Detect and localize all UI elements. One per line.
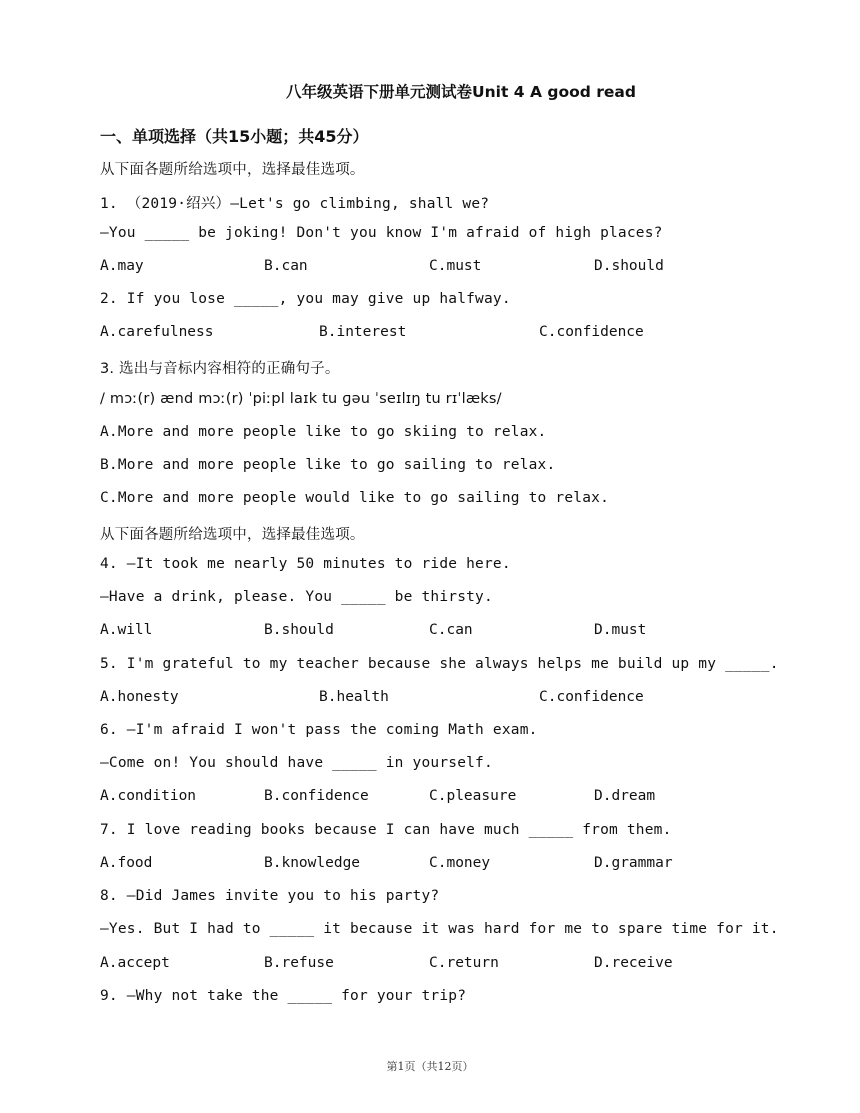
option-b: B.health (319, 689, 389, 705)
option-d: D.must (594, 622, 647, 638)
question-8-line2: —Yes. But I had to _____ it because it was hard for me to spare time for it. (100, 921, 779, 937)
option-b: B.interest (319, 324, 407, 340)
question-7-stem: 7. I love reading books because I can have much _____ from them. (100, 822, 672, 838)
option-c: C.money (429, 855, 491, 871)
question-3-stem: 3. 选出与音标内容相符的正确句子。 (100, 361, 340, 377)
question-2-stem: 2. If you lose _____, you may give up halfway. (100, 291, 511, 307)
option-c: C.confidence (539, 324, 644, 340)
option-d: D.receive (594, 955, 673, 971)
question-9-stem: 9. —Why not take the _____ for your trip? (100, 988, 467, 1004)
question-3-option-a: A.More and more people like to go skiing to relax. (100, 424, 547, 440)
section-heading: 一、单项选择（共15小题；共45分） (100, 127, 369, 146)
question-8-stem: 8. —Did James invite you to his party? (100, 888, 440, 904)
page-title: 八年级英语下册单元测试卷Unit 4 A good read (286, 83, 636, 101)
option-a: A.condition (100, 788, 197, 804)
page-footer: 第1页（共12页） (386, 1060, 474, 1073)
option-b: B.confidence (264, 788, 369, 804)
question-4-line2: —Have a drink, please. You _____ be thirsty. (100, 589, 493, 605)
question-3-option-b: B.More and more people like to go sailing to relax. (100, 457, 556, 473)
question-1-line2: —You _____ be joking! Don't you know I'm afraid of high places? (100, 225, 663, 241)
question-6-stem: 6. —I'm afraid I won't pass the coming Math exam. (100, 722, 538, 738)
option-d: D.should (594, 258, 664, 274)
instruction-text-2: 从下面各题所给选项中，选择最佳选项。 (100, 527, 365, 543)
question-5-stem: 5. I'm grateful to my teacher because she always helps me build up my _____. (100, 656, 779, 672)
question-1-stem: 1. （2019·绍兴）—Let's go climbing, shall we? (100, 196, 490, 212)
question-6-line2: —Come on! You should have _____ in yourself. (100, 755, 493, 771)
question-4-stem: 4. —It took me nearly 50 minutes to ride here. (100, 556, 511, 572)
option-a: A.honesty (100, 689, 179, 705)
option-c: C.return (429, 955, 499, 971)
question-3-phonetic: / mɔː(r) ænd mɔː(r) ˈpiːpl laɪk tu ɡəu ˈseɪlɪŋ tu rɪˈlæks/ (100, 391, 502, 407)
option-d: D.grammar (594, 855, 673, 871)
option-b: B.should (264, 622, 334, 638)
option-a: A.carefulness (100, 324, 214, 340)
question-3-option-c: C.More and more people would like to go sailing to relax. (100, 490, 609, 506)
option-a: A.food (100, 855, 153, 871)
option-c: C.pleasure (429, 788, 517, 804)
option-b: B.refuse (264, 955, 334, 971)
option-b: B.knowledge (264, 855, 361, 871)
option-a: A.will (100, 622, 153, 638)
option-a: A.may (100, 258, 144, 274)
option-b: B.can (264, 258, 308, 274)
option-c: C.must (429, 258, 482, 274)
instruction-text: 从下面各题所给选项中，选择最佳选项。 (100, 162, 365, 178)
option-c: C.can (429, 622, 473, 638)
option-a: A.accept (100, 955, 170, 971)
option-d: D.dream (594, 788, 656, 804)
option-c: C.confidence (539, 689, 644, 705)
